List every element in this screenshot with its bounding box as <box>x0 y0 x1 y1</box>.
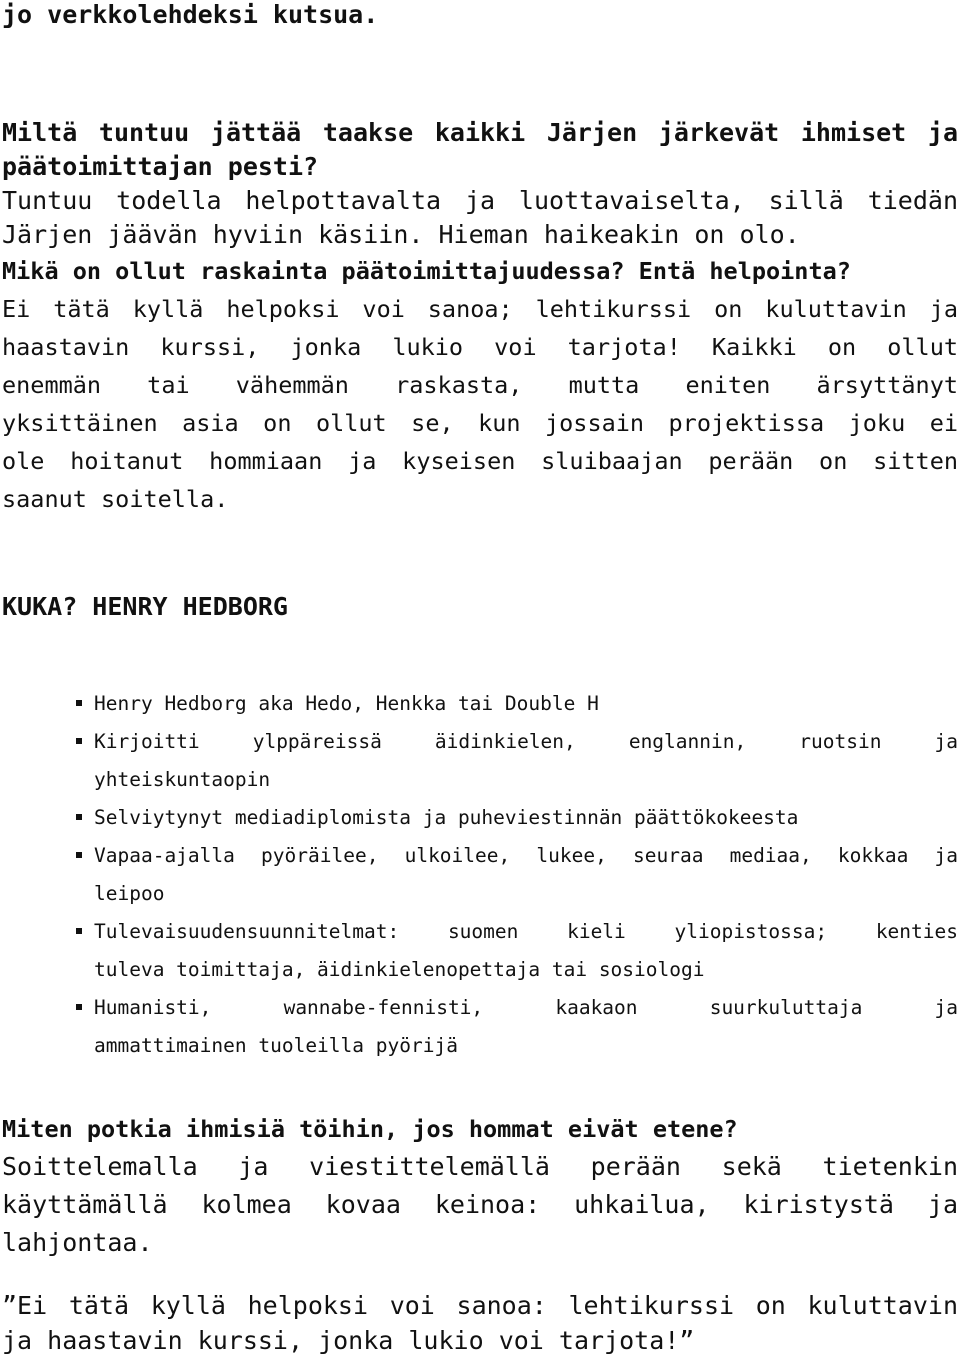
profile-item-2-line-2: yhteiskuntaopin <box>94 768 271 791</box>
pull-quote-line-2: ja haastavin kurssi, jonka lukio voi tarjota!” <box>2 1326 695 1355</box>
question-3: Miten potkia ihmisiä töihin, jos hommat eivät etene? <box>2 1115 738 1143</box>
answer-2-line-5: ole hoitanut hommiaan ja kyseisen sluibaajan perään on sitten <box>2 447 958 475</box>
profile-item-5-line-1: Tulevaisuudensuunnitelmat: suomen kieli yliopistossa; kenties <box>94 920 958 943</box>
answer-2-line-6: saanut soitella. <box>2 485 229 513</box>
profile-heading: KUKA? HENRY HEDBORG <box>2 592 288 621</box>
bullet-marker <box>76 852 82 858</box>
bullet-marker <box>76 738 82 744</box>
answer-1-line-1: Tuntuu todella helpottavalta ja luottavaiselta, sillä tiedän <box>2 186 958 215</box>
profile-item-6-line-1: Humanisti, wannabe-fennisti, kaakaon suurkuluttaja ja <box>94 996 958 1019</box>
profile-item-2-line-1: Kirjoitti ylppäreissä äidinkielen, englannin, ruotsin ja <box>94 730 958 753</box>
pull-quote-line-1: ”Ei tätä kyllä helpoksi voi sanoa: lehtikurssi on kuluttavin <box>2 1291 958 1320</box>
answer-1-line-2: Järjen jäävän hyviin käsiin. Hieman haikeakin on olo. <box>2 220 800 249</box>
bullet-marker <box>76 928 82 934</box>
intro-tail-text: jo verkkolehdeksi kutsua. <box>2 0 379 29</box>
answer-3-line-2: käyttämällä kolmea kovaa keinoa: uhkailua, kiristystä ja <box>2 1190 958 1219</box>
profile-item-3-line-1: Selviytynyt mediadiplomista ja puheviestinnän päättökokeesta <box>94 806 799 829</box>
bullet-marker <box>76 700 82 706</box>
bullet-marker <box>76 814 82 820</box>
question-1-line-2: päätoimittajan pesti? <box>2 152 319 181</box>
answer-3-line-1: Soittelemalla ja viestittelemällä perään sekä tietenkin <box>2 1152 958 1181</box>
profile-item-4-line-2: leipoo <box>94 882 165 905</box>
answer-2-line-1: Ei tätä kyllä helpoksi voi sanoa; lehtikurssi on kuluttavin ja <box>2 295 958 323</box>
question-2: Mikä on ollut raskainta päätoimittajuudessa? Entä helpointa? <box>2 257 851 285</box>
profile-item-6-line-2: ammattimainen tuoleilla pyörijä <box>94 1034 458 1057</box>
answer-2-line-4: yksittäinen asia on ollut se, kun jossain projektissa joku ei <box>2 409 958 437</box>
answer-2-line-3: enemmän tai vähemmän raskasta, mutta eniten ärsyttänyt <box>2 371 958 399</box>
question-1-line-1: Miltä tuntuu jättää taakse kaikki Järjen järkevät ihmiset ja <box>2 118 958 147</box>
bullet-marker <box>76 1004 82 1010</box>
profile-item-4-line-1: Vapaa-ajalla pyöräilee, ulkoilee, lukee, seuraa mediaa, kokkaa ja <box>94 844 958 867</box>
profile-item-1-line-1: Henry Hedborg aka Hedo, Henkka tai Double H <box>94 692 599 715</box>
profile-item-5-line-2: tuleva toimittaja, äidinkielenopettaja tai sosiologi <box>94 958 705 981</box>
answer-2-line-2: haastavin kurssi, jonka lukio voi tarjota! Kaikki on ollut <box>2 333 958 361</box>
answer-3-line-3: lahjontaa. <box>2 1228 153 1257</box>
